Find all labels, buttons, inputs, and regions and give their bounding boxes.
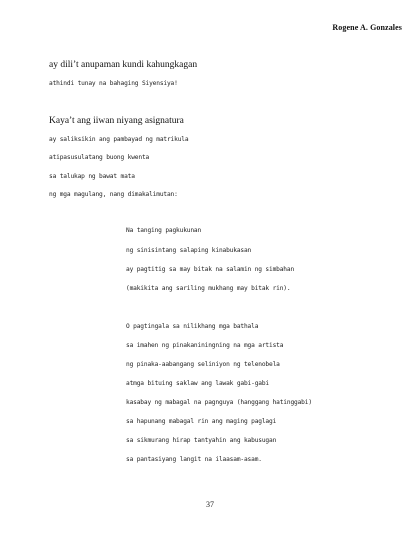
stanza2-line-4: (makikita ang sariling mukhang may bitak rin).	[126, 285, 291, 292]
stanza3-line-2: sa imahen ng pinakaniningning na mga artista	[126, 342, 284, 349]
stanza1-line-5: ng mga magulang, nang dimakalimutan:	[49, 191, 178, 198]
stanza1-line-4: sa talukap ng bawat mata	[49, 173, 135, 180]
stanza3-line-8: sa pantasiyang langit na ilaasam-asam.	[126, 456, 262, 463]
stanza1-line-3: atipasusulatang buong kwenta	[49, 154, 150, 161]
stanza2-line-2: ng sinisintang salaping kinabukasan	[126, 247, 252, 254]
author-header: Rogene A. Gonzales	[332, 23, 402, 32]
intro-line-1: ay dili’t anupaman kundi kahungkagan	[49, 60, 198, 70]
stanza3-line-1: O pagtingala sa nilikhang mga bathala	[126, 323, 259, 330]
stanza3-line-4: atmga bituing saklaw ang lawak gabi-gabi	[126, 380, 270, 387]
stanza3-line-3: ng pinaka-aabangang seliniyon ng telenobela	[126, 361, 280, 368]
stanza1-line-2: ay saliksikin ang pambayad ng matrikula	[49, 136, 189, 143]
intro-line-2: athindi tunay na bahaging Siyensiya!	[49, 80, 178, 87]
stanza1-line-1: Kaya’t ang iiwan niyang asignatura	[49, 116, 184, 126]
stanza2-line-1: Na tanging pagkukunan	[126, 227, 202, 234]
stanza2-line-3: ay pagtitig sa may bitak na salamin ng simbahan	[126, 266, 295, 273]
stanza3-line-6: sa hapunang mabagal rin ang maging paglagi	[126, 418, 277, 425]
page-number: 37	[206, 500, 214, 509]
stanza3-line-7: sa sikmurang hirap tantyahin ang kabusugan	[126, 437, 277, 444]
stanza3-line-5: kasabay ng mabagal na pagnguya (hanggang hatinggabi)	[126, 399, 312, 406]
